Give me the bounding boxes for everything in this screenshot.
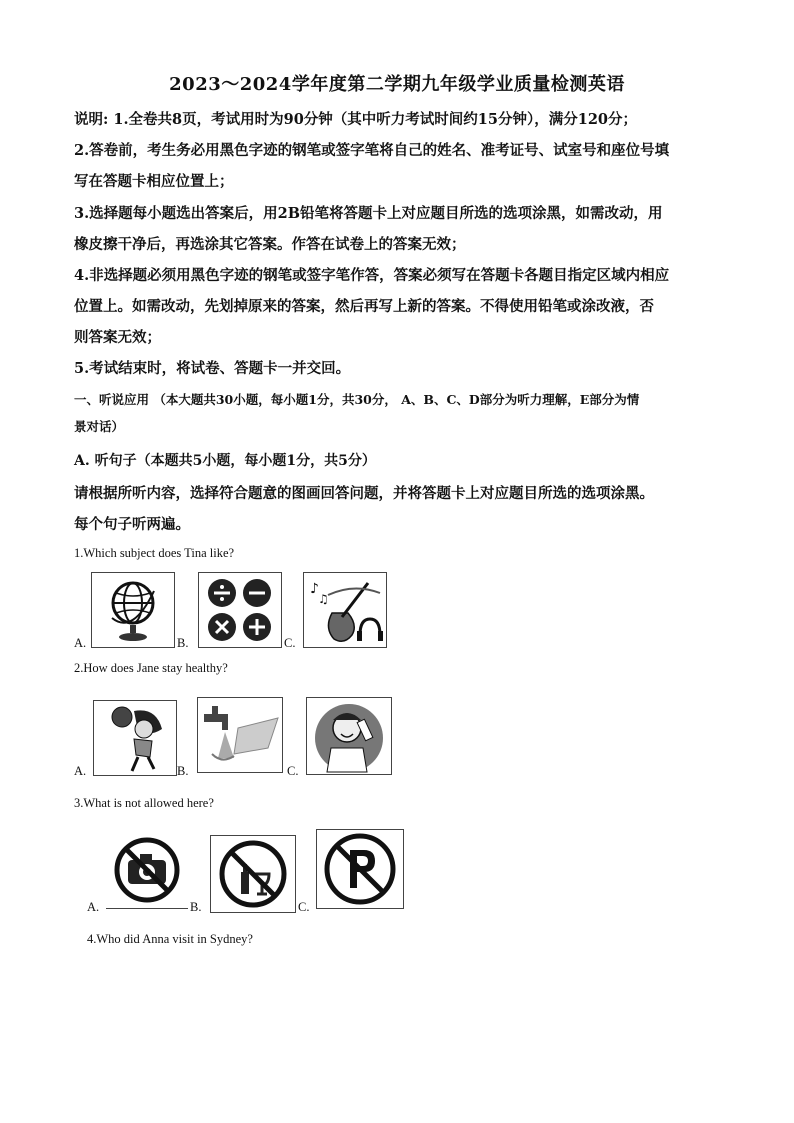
q1-option-b-label: B. (177, 636, 189, 650)
instruction-4: 4.非选择题必须用黑色字迹的钢笔或签字笔作答，答案必须写在答题卡各题目指定区域内相应 (74, 267, 670, 284)
no-alcohol-icon[interactable] (210, 835, 296, 913)
instruction-2: 2.答卷前，考生务必用黑色字迹的钢笔或签字笔将自己的姓名、准考证号、试室号和座位号填 (74, 142, 670, 159)
instruction-1: 说明: 1.全卷共8页，考试用时为90分钟（其中听力考试时间约15分钟），满分120分； (74, 111, 637, 128)
q1-option-c-label: C. (284, 636, 296, 650)
section-heading-cont: 景对话） (74, 419, 125, 434)
instruction-5: 5.考试结束时，将试卷、答题卡一并交回。 (74, 360, 351, 377)
part-a-directions: 请根据所听内容，选择符合题意的图画回答问题，并将答题卡上对应题目所选的选项涂黑。 (74, 485, 654, 502)
music-instruments-icon[interactable] (303, 572, 387, 648)
math-symbols-icon[interactable] (198, 572, 282, 648)
svg-text:♪: ♪ (310, 581, 319, 597)
no-parking-icon[interactable] (316, 829, 404, 909)
question-4: 4.Who did Anna visit in Sydney? (87, 932, 253, 946)
boy-drinking-icon[interactable] (306, 697, 392, 775)
q3-option-b-label: B. (190, 900, 202, 914)
q2-option-a-label: A. (74, 764, 87, 778)
instruction-3-cont: 橡皮擦干净后，再选涂其它答案。作答在试卷上的答案无效； (74, 236, 466, 253)
q2-option-b-label: B. (177, 764, 189, 778)
question-2: 2.How does Jane stay healthy? (74, 661, 228, 675)
part-a-directions-cont: 每个句子听两遍。 (74, 516, 190, 533)
q3-option-a-label: A. (87, 900, 100, 914)
q3-option-c-label: C. (298, 900, 310, 914)
instruction-2-cont: 写在答题卡相应位置上； (74, 173, 234, 190)
instruction-4-cont: 位置上。如需改动，先划掉原来的答案，然后再写上新的答案。不得使用铅笔或涂改液，否 (74, 298, 654, 315)
instruction-4-end: 则答案无效； (74, 329, 161, 346)
part-a-heading: A. 听句子（本题共5小题，每小题1分，共5分） (74, 453, 376, 469)
svg-text:♫: ♫ (318, 592, 329, 606)
q1-option-a-label: A. (74, 636, 87, 650)
faucet-water-icon[interactable] (197, 697, 283, 773)
section-heading: 一、听说应用 （本大题共30小题，每小题1分，共30分， A、B、C、D部分为听力理解，E部分为情 (74, 392, 640, 407)
no-camera-icon[interactable] (106, 832, 188, 909)
q2-option-c-label: C. (287, 764, 299, 778)
page-title: 2023～2024学年度第二学期九年级学业质量检测英语 (169, 74, 625, 95)
question-1: 1.Which subject does Tina like? (74, 546, 235, 560)
girl-basketball-icon[interactable] (93, 700, 177, 776)
instruction-3: 3.选择题每小题选出答案后，用2B铅笔将答题卡上对应题目所选的选项涂黑，如需改动，用 (74, 205, 663, 222)
globe-icon[interactable] (91, 572, 175, 648)
question-3: 3.What is not allowed here? (74, 796, 214, 810)
